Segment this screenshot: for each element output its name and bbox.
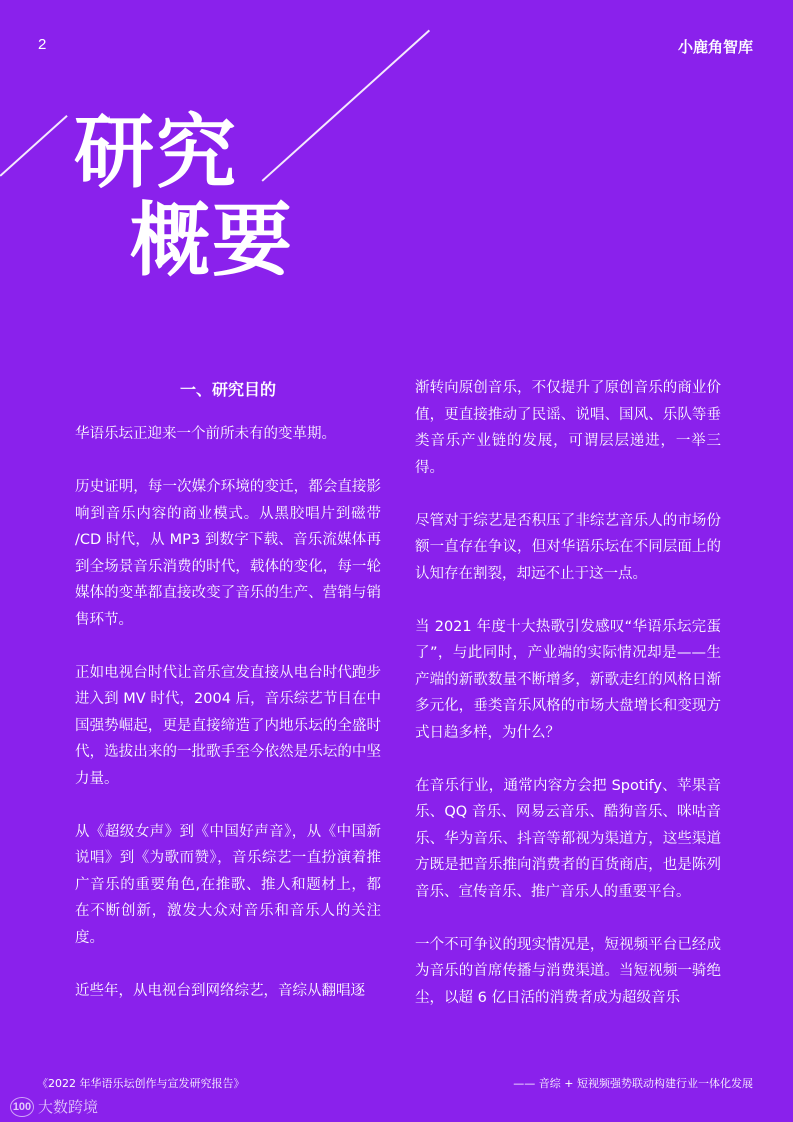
paragraph: 历史证明，每一次媒介环境的变迁，都会直接影响到音乐内容的商业模式。从黑胶唱片到磁带 /CD 时代，从 MP3 到数字下载、音乐流媒体再到全场景音乐消费的时代，载体的变化，每一轮媒体的变革都直接改变了音乐的生产、营销与销售环节。 bbox=[75, 479, 381, 628]
decorative-line bbox=[0, 115, 67, 176]
paragraph: 正如电视台时代让音乐宣发直接从电台时代跑步进入到 MV 时代，2004 后，音乐综艺节目在中国强势崛起，更是直接缔造了内地乐坛的全盛时代，选拔出来的一批歌手至今依然是乐坛的中坚力量。 bbox=[75, 664, 381, 787]
paragraph: 一个不可争议的现实情况是，短视频平台已经成为音乐的首席传播与消费渠道。当短视频一骑绝尘，以超 6 亿日活的消费者成为超级音乐 bbox=[415, 936, 721, 1006]
footer-section-title: —— 音综 + 短视频强势联动构建行业一体化发展 bbox=[513, 1077, 753, 1090]
brand-name: 小鹿角智库 bbox=[677, 38, 753, 56]
page-title-line-1: 研究 bbox=[74, 105, 238, 199]
page-title-line-2: 概要 bbox=[130, 193, 294, 287]
paragraph: 在音乐行业，通常内容方会把 Spotify、苹果音乐、QQ 音乐、网易云音乐、酷狗音乐、咪咕音乐、华为音乐、抖音等都视为渠道方，这些渠道方既是把音乐推向消费者的百货商店，也是陈列音乐、宣传音乐、推广音乐人的重要平台。 bbox=[415, 777, 721, 900]
paragraph: 渐转向原创音乐，不仅提升了原创音乐的商业价值，更直接推动了民谣、说唱、国风、乐队等垂类音乐产业链的发展，可谓层层递进，一举三得。 bbox=[415, 380, 721, 476]
paragraph: 当 2021 年度十大热歌引发感叹“华语乐坛完蛋了”，与此同时，产业端的实际情况却是——生产端的新歌数量不断增多，新歌走红的风格日渐多元化，垂类音乐风格的市场大盘增长和变现方式日趋多样，为什么？ bbox=[415, 618, 721, 741]
paragraph: 从《超级女声》到《中国好声音》，从《中国新说唱》到《为歌而赞》，音乐综艺一直扮演着推广音乐的重要角色,在推歌、推人和题材上，都在不断创新，激发大众对音乐和音乐人的关注度。 bbox=[75, 823, 381, 946]
footer-report-title: 《2022 年华语乐坛创作与宣发研究报告》 bbox=[37, 1077, 245, 1090]
left-column bbox=[75, 375, 381, 1031]
page-number: 2 bbox=[38, 36, 47, 53]
watermark bbox=[10, 1096, 98, 1117]
paragraph: 近些年，从电视台到网络综艺，音综从翻唱逐 bbox=[75, 982, 365, 999]
watermark-logo-icon: 100 bbox=[10, 1097, 34, 1117]
paragraph: 华语乐坛正迎来一个前所未有的变革期。 bbox=[75, 426, 336, 442]
paragraph: 尽管对于综艺是否积压了非综艺音乐人的市场份额一直存在争议，但对华语乐坛在不同层面上的认知存在割裂，却远不止于这一点。 bbox=[415, 512, 721, 582]
watermark-text: 大数跨境 bbox=[38, 1098, 99, 1116]
decorative-line bbox=[261, 30, 429, 182]
section-heading: 一、研究目的 bbox=[179, 380, 276, 399]
right-column bbox=[415, 375, 721, 1038]
